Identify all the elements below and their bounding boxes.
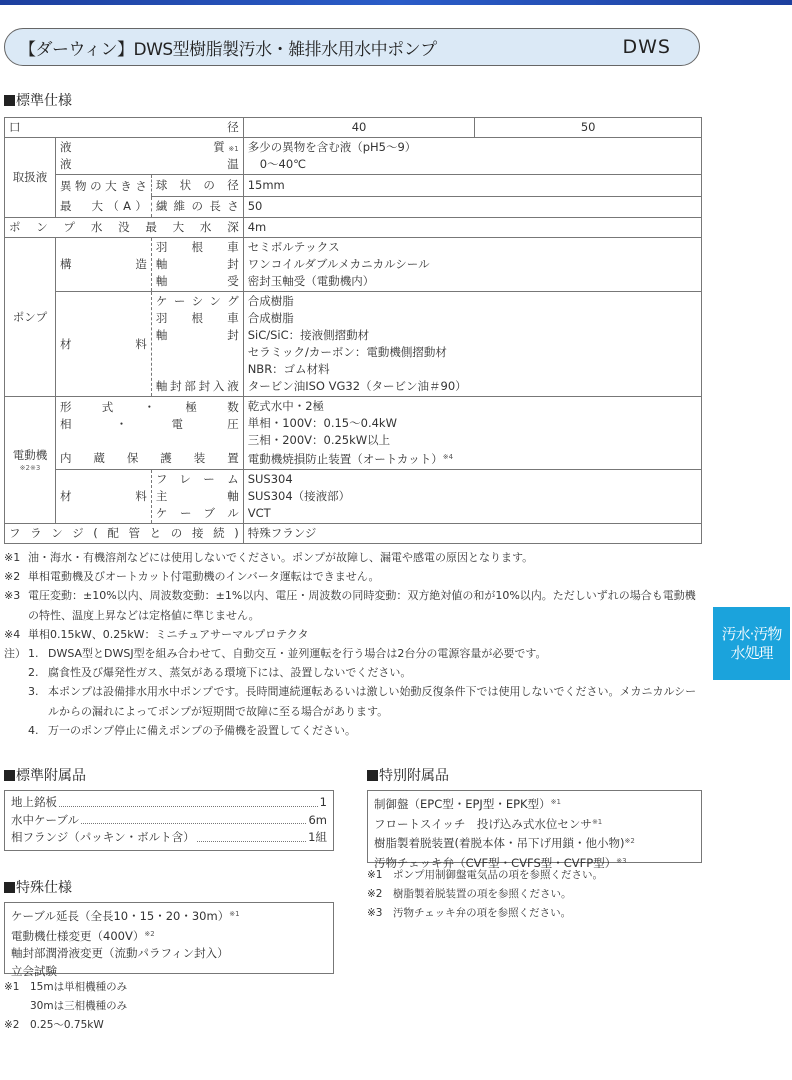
bore-label: 口 [9, 120, 21, 134]
note-ref: ※1 [550, 798, 561, 806]
motor-value: 乾式水中・2極 [247, 399, 325, 413]
note-key [4, 997, 30, 1016]
list-item [11, 829, 327, 847]
item-name: 電動機仕様変更（400V） [11, 928, 145, 943]
structure-label: 構造 [55, 238, 151, 292]
list-item [374, 794, 695, 814]
note-key: ※2 [367, 888, 383, 900]
note-text: 腐食性及び爆発性ガス、蒸気がある環境下には、設置しないでください。 [48, 666, 412, 680]
list-item [374, 833, 695, 853]
sphere-value: 15mm [243, 175, 701, 197]
item-name: フロートスイッチ 投げ込み式水位センサ [374, 816, 592, 831]
depth-value: 4m [243, 218, 701, 238]
list-item [11, 926, 327, 946]
model-name: DWS [622, 36, 671, 58]
note-text: 15mは単相機種のみ [30, 981, 128, 993]
table-row [5, 524, 702, 544]
item-name: 樹脂製着脱装置(着脱本体・吊下げ用鎖・他小物) [374, 836, 625, 850]
item-name: 相フランジ（パッキン・ボルト含） [11, 830, 195, 844]
footnote-key: ※3 [4, 589, 21, 603]
note-key: ※2 [4, 1019, 20, 1031]
footnote-key: ※2 [4, 570, 21, 584]
table-row [5, 118, 702, 138]
motor-value: 電動機焼損防止装置（オートカット） [247, 452, 443, 466]
table-row [5, 470, 702, 524]
standard-accessories-box [4, 790, 334, 851]
footnote-text: 単相0.15kW、0.25kW：ミニチュアサーマルプロテクタ [28, 627, 309, 641]
note-text: 0.25〜0.75kW [30, 1019, 104, 1031]
table-row [5, 292, 702, 397]
motor-material-item: 主軸 [155, 489, 239, 503]
motor-material-value: VCT [247, 506, 271, 520]
note-text: ポンプ用制御盤電気品の項を参照ください。 [393, 869, 603, 881]
note-text: DWSA型とDWSJ型を組み合わせて、自動交互・並列運転を行う場合は2台分の電源容量が必要です。 [48, 647, 547, 661]
material-value: タービン油ISO VG32（タービン油＃90） [247, 379, 467, 393]
material-item: 軸封 [155, 328, 239, 342]
note [4, 978, 127, 997]
motor-material-value: SUS304 [247, 472, 293, 486]
motor-value: 三相・200V：0.25kW以上 [247, 433, 391, 447]
material-label: 材料 [55, 292, 151, 397]
spec-table [4, 117, 702, 544]
note-ref: ※2※3 [19, 464, 41, 472]
list-item [11, 906, 327, 926]
liquid-temp-value: 0〜40℃ [259, 157, 307, 171]
item-name: 立会試験 [11, 963, 57, 978]
footnote-text: 単相電動機及びオートカット付電動機のインバータ運転はできません。 [28, 570, 380, 584]
list-item [11, 945, 327, 963]
item-name: 軸封部潤滑液変更（流動パラフィン封入） [11, 946, 229, 960]
structure-item: 軸封 [155, 257, 239, 271]
depth-label: ポンプ水没最大水深 [5, 218, 244, 238]
list-item [11, 812, 327, 830]
category-tab-line: 汚水·汚物 [721, 625, 782, 643]
bore-40: 40 [243, 118, 475, 138]
material-item: 軸封部封入液 [155, 379, 239, 393]
group-motor: 電動機 [12, 448, 48, 462]
note [4, 682, 704, 720]
note [4, 644, 704, 663]
table-row [5, 138, 702, 175]
table-row [5, 175, 702, 197]
note [367, 904, 603, 923]
note-ref: ※1 [228, 145, 239, 153]
table-row [5, 218, 702, 238]
list-item [11, 794, 327, 812]
flange-value: 特殊フランジ [243, 524, 701, 544]
note [4, 663, 704, 682]
note-text: 樹脂製着脱装置の項を参照ください。 [393, 888, 572, 900]
note-key: ※1 [367, 869, 383, 881]
table-row [5, 238, 702, 292]
footnote-text: 電圧変動：±10%以内、周波数変動：±1%以内、電圧・周波数の同時変動：双方絶対値の和が10%以内。ただしいずれの場合も電動機の特性、温度上昇などは定格値に準じません。 [28, 589, 696, 622]
structure-value: 密封玉軸受（電動機内） [247, 274, 375, 288]
note-text: 30mは三相機種のみ [30, 1000, 128, 1012]
note [367, 885, 603, 904]
footnote [4, 548, 704, 567]
material-value: NBR：ゴム材料 [247, 362, 330, 376]
section-standard-accessories: 標準附属品 [4, 765, 86, 785]
item-name: ケーブル延長（全長10・15・20・30m） [11, 909, 230, 923]
motor-protect-label: 内蔵保護装置 [59, 451, 239, 465]
motor-material-label: 材料 [55, 470, 151, 524]
note [4, 721, 704, 740]
motor-type-label: 形式・極数 [59, 400, 239, 414]
note-text: 万一のポンプ停止に備えポンプの予備機を設置してください。 [48, 723, 356, 737]
note-ref: ※1 [591, 817, 603, 826]
material-value: 合成樹脂 [247, 294, 294, 308]
notes-label: 注） [4, 647, 26, 661]
item-name: 制御盤（EPC型・EPJ型・EPK型） [374, 797, 551, 811]
structure-value: セミボルテックス [247, 240, 340, 254]
note-text: 汚物チェッキ弁の項を参照ください。 [393, 907, 572, 919]
footnote [4, 567, 704, 586]
list-item [374, 814, 695, 834]
fiber-label: 繊維の長さ [151, 196, 243, 218]
structure-item: 軸受 [155, 274, 239, 288]
material-item: ケーシング [155, 294, 239, 308]
foreign-label: 異物の大きさ [59, 179, 147, 193]
sphere-label: 球状の径 [151, 175, 243, 197]
fiber-value: 50 [243, 196, 701, 218]
liquid-quality-value: 多少の異物を含む液（pH5〜9） [247, 140, 417, 154]
note [367, 866, 603, 885]
note [4, 1016, 127, 1035]
note-key: ※1 [4, 981, 20, 993]
page-title: 【ダーウィン】DWS型樹脂製汚水・雑排水用水中ポンプ [19, 39, 437, 60]
group-pump: ポンプ [5, 238, 56, 397]
liquid-temp-label: 液温 [59, 157, 239, 171]
section-special-accessories: 特別附属品 [367, 765, 449, 785]
special-spec-notes [4, 978, 127, 1035]
special-accessories-notes [367, 866, 603, 923]
note-ref: ※4 [442, 453, 454, 461]
footnote-text: 油・海水・有機溶剤などには使用しないでください。ポンプが故障し、漏電や感電の原因となります。 [28, 551, 534, 564]
bore-label-end: 径 [227, 120, 239, 134]
note-key: ※3 [367, 907, 383, 919]
footnote [4, 586, 704, 624]
material-value: SiC/SiC：接液側摺動材 [247, 328, 370, 342]
item-qty: 1組 [308, 830, 327, 844]
category-tab-line: 水処理 [730, 644, 773, 662]
item-qty: 6m [308, 812, 327, 827]
note-ref: ※3 [616, 856, 627, 865]
note-ref: ※2 [624, 837, 635, 845]
structure-value: ワンコイルダブルメカニカルシール [247, 257, 430, 271]
motor-material-item: フレーム [155, 472, 239, 486]
item-qty: 1 [319, 795, 327, 809]
note-number: 2. [28, 666, 39, 680]
note-ref: ※2 [144, 929, 155, 938]
motor-phase-label: 相・電圧 [59, 417, 239, 431]
category-tab[interactable] [713, 607, 790, 680]
item-name: 地上銘板 [11, 795, 57, 809]
table-row [5, 397, 702, 470]
motor-material-item: ケーブル [155, 506, 239, 520]
material-value: セラミック/カーボン：電動機側摺動材 [247, 345, 447, 359]
note-text: 本ポンプは設備排水用水中ポンプです。長時間連続運転あるいは激しい始動反復条件下では使用しないでください。メカニカルシールからの漏れによってポンプが短期間で故障に至る場合があります。 [48, 685, 697, 718]
liquid-quality-label: 液質 [59, 140, 225, 154]
note-number: 3. [28, 685, 39, 699]
motor-value: 単相・100V：0.15〜0.4kW [247, 416, 397, 430]
note [4, 997, 127, 1016]
foreign-label-max: 最 大（A） [59, 199, 147, 213]
structure-item: 羽根車 [155, 240, 239, 254]
note-number: 4. [28, 723, 39, 737]
section-special-spec: 特殊仕様 [4, 877, 72, 897]
flange-label: フランジ(配管との接続) [5, 524, 244, 544]
footnote-key: ※4 [4, 627, 21, 641]
material-item: 羽根車 [155, 311, 239, 325]
note-number: 1. [28, 647, 39, 661]
group-liquid: 取扱液 [5, 138, 56, 218]
item-name: 水中ケーブル [11, 812, 79, 827]
footnotes [4, 548, 704, 740]
footnote-key: ※1 [4, 551, 21, 564]
motor-material-value: SUS304（接液部） [247, 489, 351, 503]
title-banner [4, 28, 700, 66]
item-name: 汚物チェッキ弁（CVF型・CVFS型・CVFP型） [374, 855, 617, 870]
special-spec-box [4, 902, 334, 978]
section-standard-spec: 標準仕様 [4, 90, 72, 110]
bore-50: 50 [475, 118, 702, 138]
footnote [4, 625, 704, 644]
top-bar [0, 0, 792, 5]
note-ref: ※1 [229, 910, 240, 918]
material-value: 合成樹脂 [247, 311, 294, 325]
special-accessories-box [367, 790, 702, 870]
